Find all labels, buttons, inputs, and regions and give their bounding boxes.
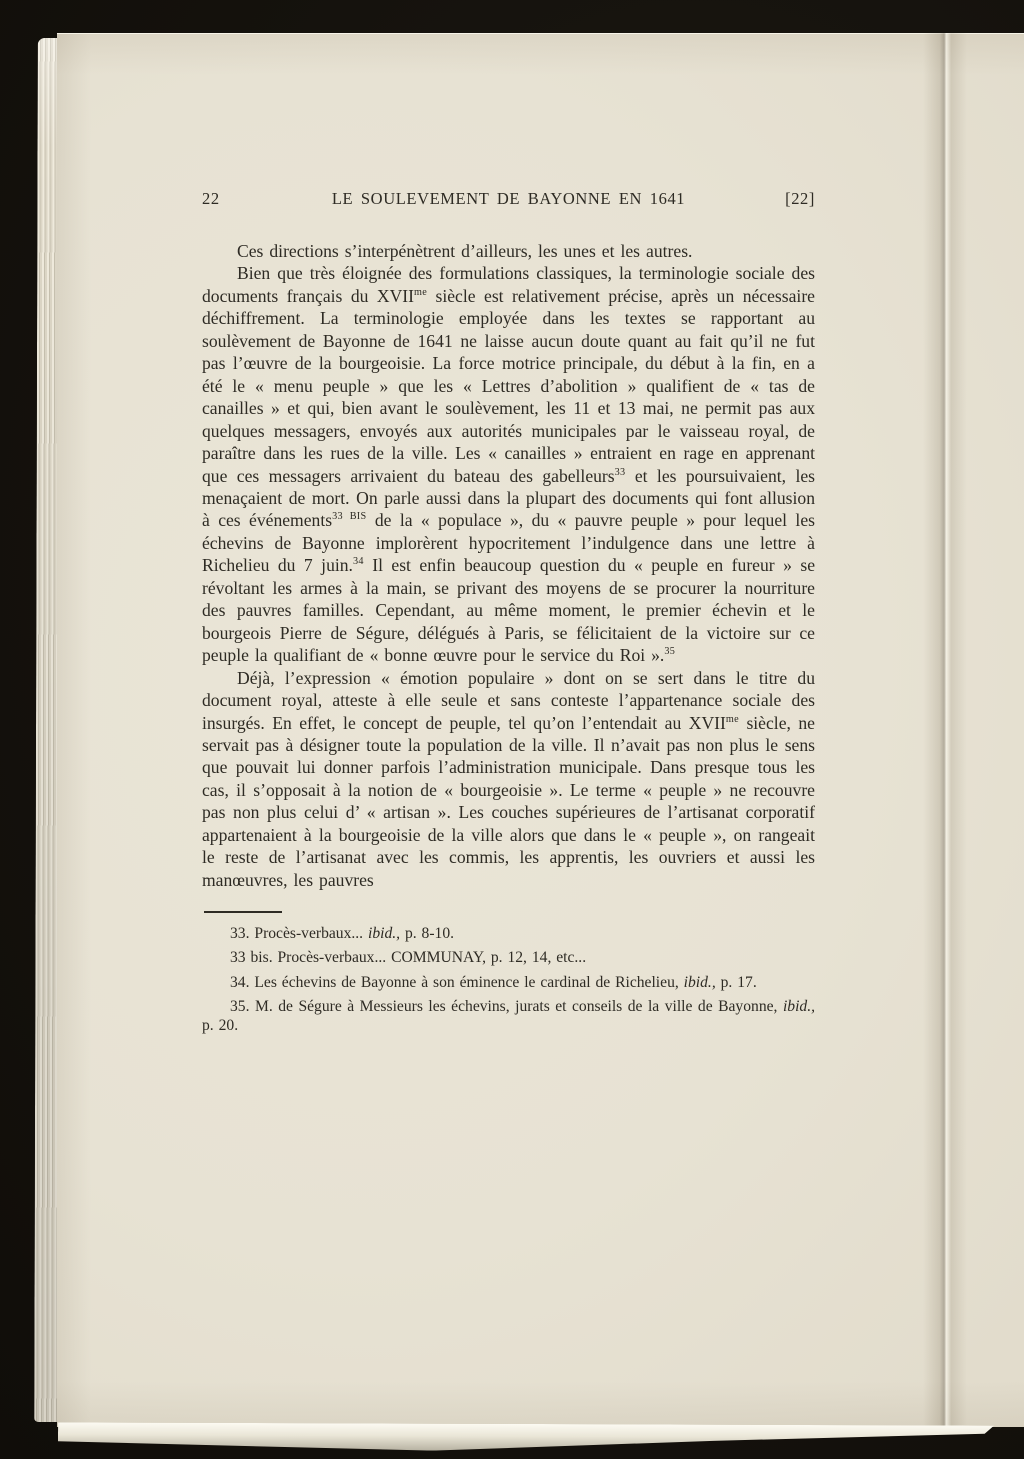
footnote: 33 bis. Procès-verbaux... COMMUNAY, p. 12, 14, etc... bbox=[230, 949, 587, 967]
footnote-rule bbox=[204, 911, 282, 913]
book-gutter-shadow bbox=[923, 33, 967, 1427]
footnote: 34. Les échevins de Bayonne à son éminence le cardinal de Richelieu, ibid., p. 17. bbox=[230, 973, 757, 991]
open-book-page bbox=[57, 33, 1024, 1427]
footnotes bbox=[202, 911, 815, 1035]
running-header bbox=[202, 189, 815, 209]
paragraph: Bien que très éloignée des formulations classiques, la terminologie sociale des documents français du $XVII^{me}$ siècle est relativement précise, après un nécessaire déchiffrement. La terminologie employée dans les textes se rapportant au soulèvement de Bayonne de 1641 ne laisse aucun doute quant au fait qu’il ne fut pas l’œuvre de la bourgeoisie. La force motrice principale, du début à la fin, en a été le « menu peuple » que les « Lettres d’abolition » qualifient de « tas de canailles » et qui, bien avant le soulèvement, les 11 et 13 mai, ne permit pas aux quelques messagers, envoyés aux autorités municipales par le vaisseau royal, de paraître dans les rues de la ville. Les « canailles » entraient en rage en apprenant que ces messagers arrivaient du bateau des gabelleurs$^{33}$ et les poursuivaient, les menaçaient de mort. On parle aussi dans la plupart des documents qui font allusion à ces événements$^{33 BIS}$ de la « populace », du « pauvre peuple » pour lequel les échevins de Bayonne implorèrent hypocritement l’indulgence dans une lettre à Richelieu du 7 juin.$^{34}$ Il est enfin beaucoup question du « peuple en fureur » se révoltant les armes à la main, se privant des moyens de se procurer la nourriture des pauvres familles. Cependant, au même moment, le premier échevin et le bourgeois Pierre de Ségure, délégués à Paris, se félicitaient de la victoire sur ce peuple la qualifiant de « bonne œuvre pour le service du Roi ».$^{35}$ bbox=[202, 263, 816, 666]
page-content bbox=[202, 189, 815, 1041]
body-text bbox=[202, 240, 815, 891]
paragraph: Déjà, l’expression « émotion populaire » dont on se sert dans le titre du document royal, atteste à elle seule et sans conteste l’appartenance sociale des insurgés. En effet, le concept de peuple, tel qu’on l’entendait au $XVII^{me}$ siècle, ne servait pas à désigner toute la population de la ville. Il n’avait pas non plus le sens que pouvait lui donner parfois l’administration municipale. Dans presque tous les cas, il s’opposait à la notion de « bourgeoisie ». Le terme « peuple » ne recouvre pas non plus celui d’ « artisan ». Les couches supérieures de l’artisanat corporatif appartenaient à la bourgeoisie de la ville alors que dans le « peuple », on rangeait le reste de l’artisanat avec les commis, les apprentis, les ouvriers et aussi les manœuvres, les pauvres bbox=[202, 667, 815, 890]
footnote: 33. Procès-verbaux... ibid., p. 8-10. bbox=[230, 925, 455, 943]
page-number: 22 bbox=[202, 189, 220, 208]
bracket-page-number: [22] bbox=[785, 189, 815, 208]
running-title: LE SOULEVEMENT DE BAYONNE EN 1641 bbox=[331, 189, 686, 208]
footnote-list bbox=[202, 924, 815, 1035]
footnote: 35. M. de Ségure à Messieurs les échevins, jurats et conseils de la ville de Bayonne, ibid., p. 20. bbox=[202, 998, 815, 1035]
paragraph: Ces directions s’interpénètrent d’ailleurs, les unes et les autres. bbox=[237, 241, 693, 261]
page-edge-stack-bottom bbox=[58, 1422, 994, 1452]
